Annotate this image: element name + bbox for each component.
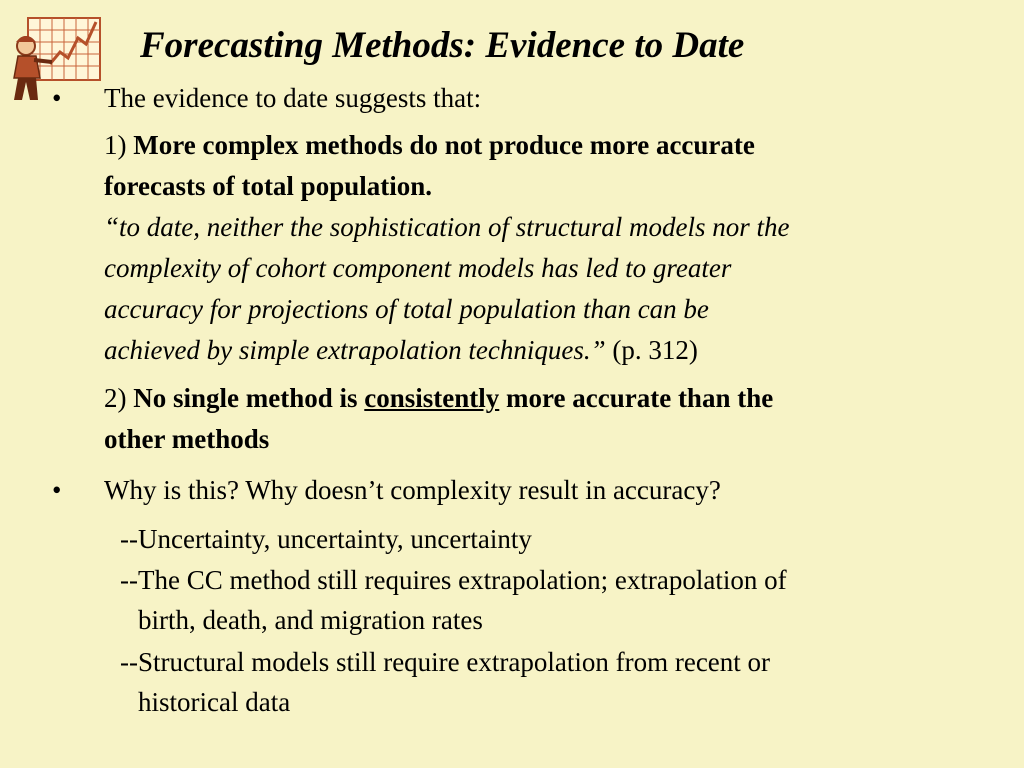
point-2-heading-b: more accurate than the (499, 383, 774, 413)
point-1-number: 1) (104, 130, 134, 160)
quote-line-3 (104, 292, 709, 326)
point-1-line-2 (104, 169, 432, 203)
citation: (p. 312) (605, 335, 698, 365)
point-2-heading-a: No single method is (133, 383, 365, 413)
quote-text-1: “to date, neither the sophistication of structural models nor the (104, 212, 790, 242)
point-2-underlined: consistently (364, 383, 500, 413)
quote-line-4 (104, 333, 698, 367)
point-1-line-1 (104, 128, 755, 162)
quote-text-3: accuracy for projections of total population than can be (104, 294, 709, 324)
sub-point-3-line-1: --Structural models still require extrapolation from recent or (120, 647, 771, 677)
slide-title: Forecasting Methods: Evidence to Date (140, 25, 745, 66)
bullet-marker: • (52, 83, 62, 113)
point-2-line-2 (104, 422, 269, 456)
bullet-1-lead: The evidence to date suggests that: (104, 83, 482, 113)
bullet-2-lead: Why is this? Why doesn’t complexity result in accuracy? (104, 475, 721, 505)
sub-point-1: --Uncertainty, uncertainty, uncertainty (120, 524, 532, 554)
point-1-heading-b: forecasts of total population. (104, 171, 432, 201)
point-1-heading-a: More complex methods do not produce more accurate (133, 130, 755, 160)
quote-line-2 (104, 251, 731, 285)
point-2-number: 2) (104, 383, 134, 413)
point-2-line-1 (104, 381, 773, 415)
bullet-marker: • (52, 475, 62, 505)
point-2-heading-c: other methods (104, 424, 270, 454)
quote-text-4: achieved by simple extrapolation techniques.” (104, 335, 606, 365)
sub-point-3-line-2: historical data (138, 687, 291, 717)
quote-line-1 (104, 210, 789, 244)
sub-point-2-line-2: birth, death, and migration rates (138, 605, 483, 635)
quote-text-2: complexity of cohort component models has led to greater (104, 253, 732, 283)
sub-point-2-line-1: --The CC method still requires extrapolation; extrapolation of (120, 565, 787, 595)
